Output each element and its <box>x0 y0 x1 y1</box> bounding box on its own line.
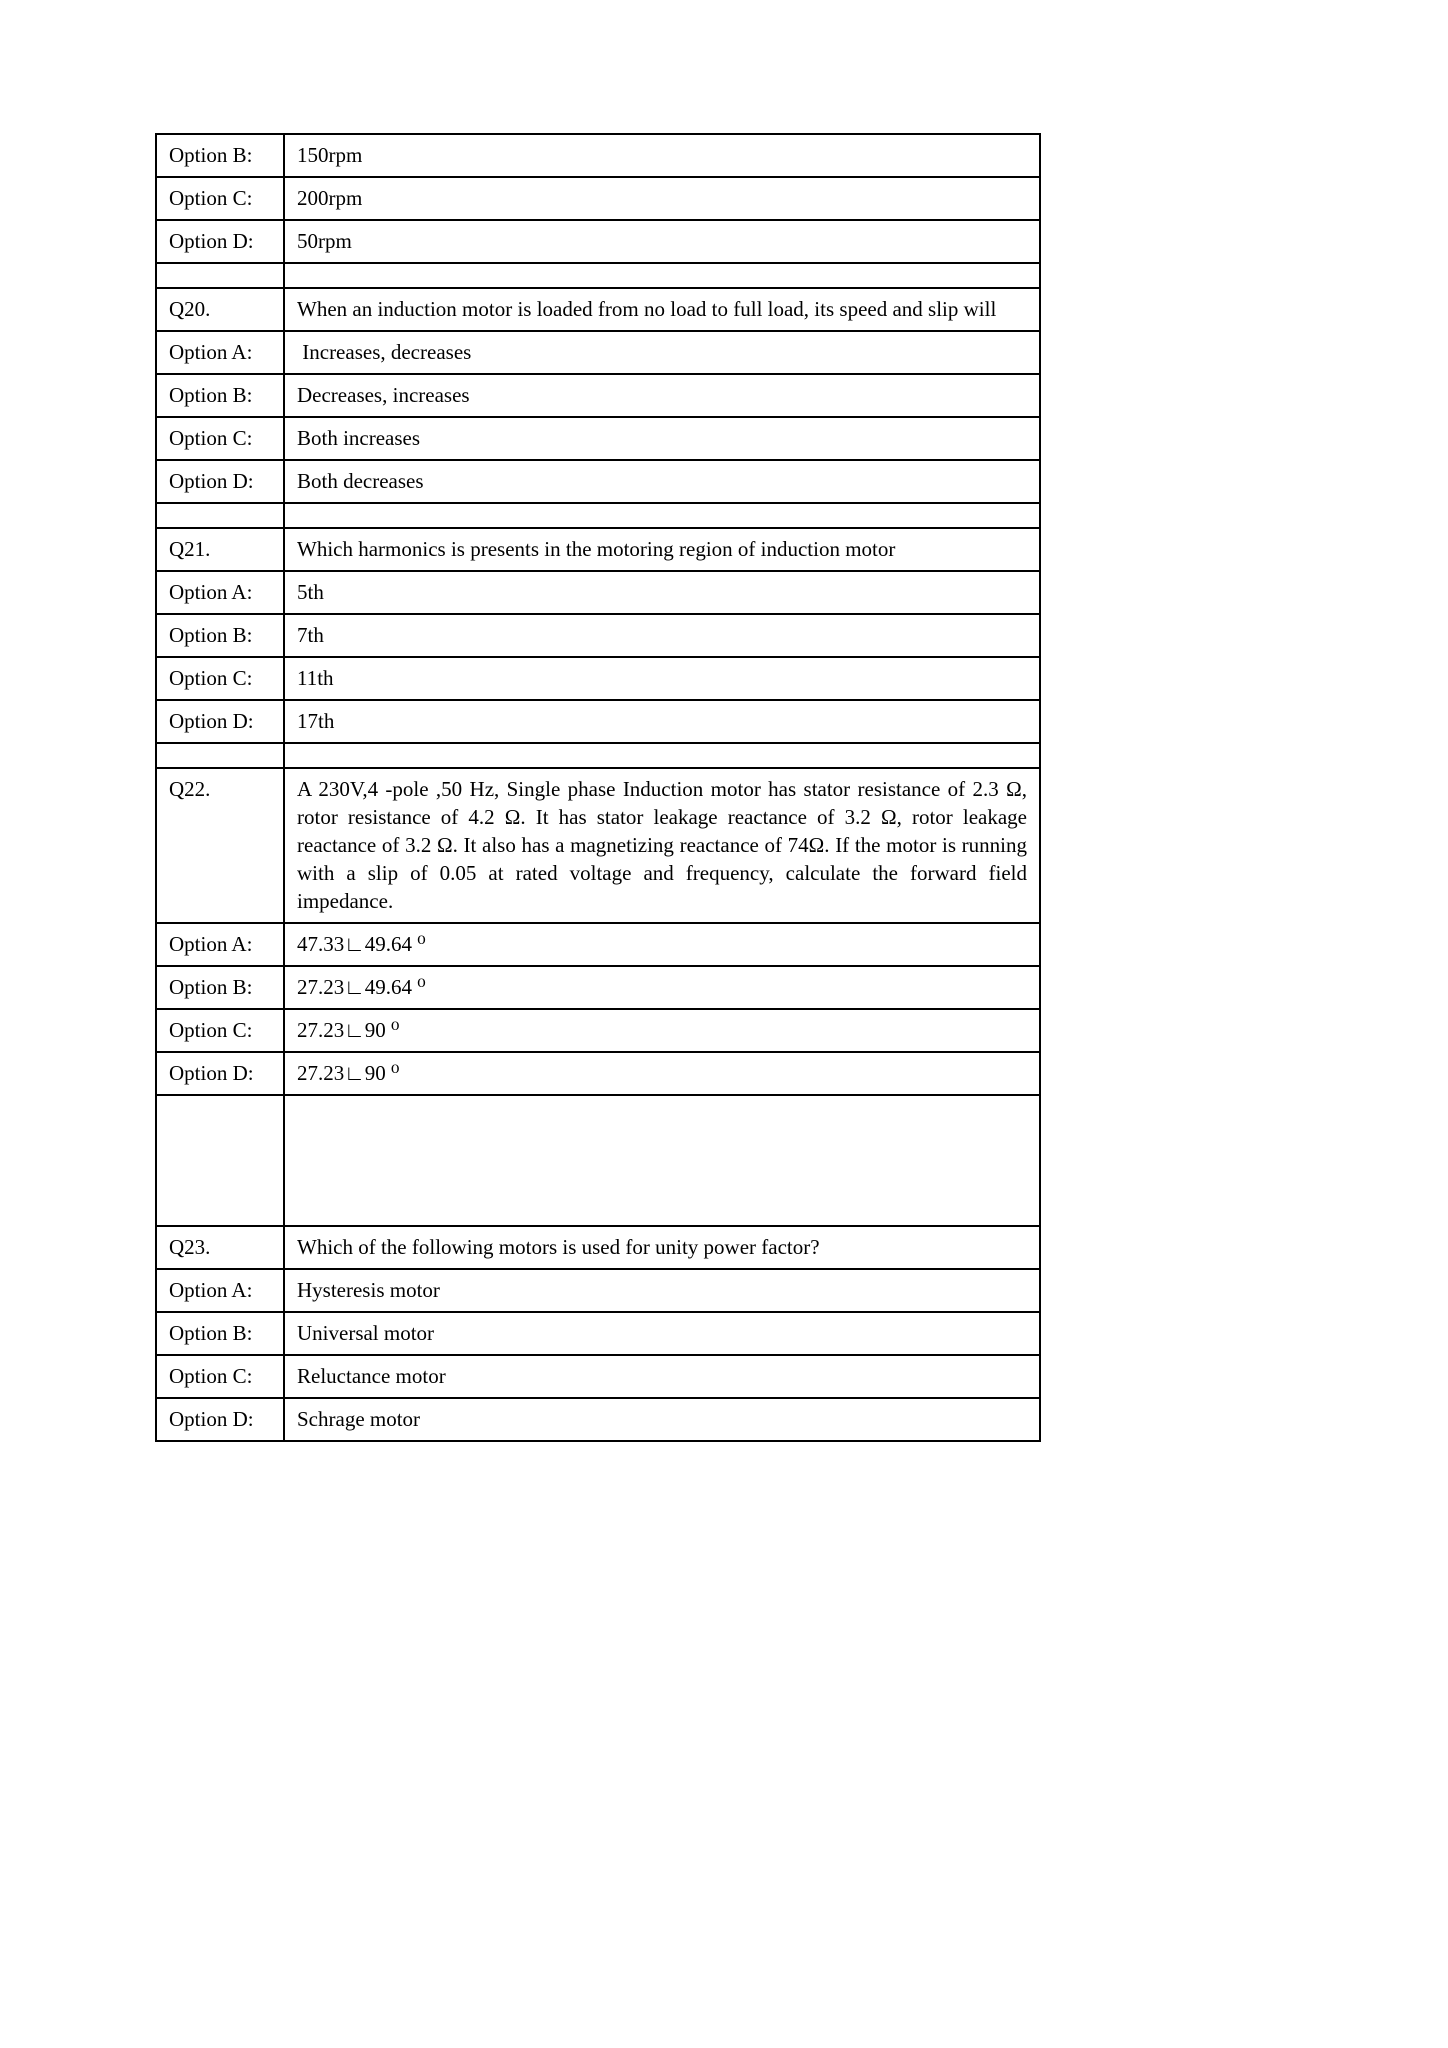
option-row <box>156 1398 1040 1441</box>
row-label: Q20. <box>156 288 284 331</box>
option-row <box>156 1269 1040 1312</box>
row-content <box>284 743 1040 768</box>
option-row <box>156 374 1040 417</box>
row-content: When an induction motor is loaded from no load to full load, its speed and slip will <box>284 288 1040 331</box>
row-label: Option B: <box>156 1312 284 1355</box>
row-label: Option A: <box>156 571 284 614</box>
question-row <box>156 768 1040 923</box>
row-label: Option D: <box>156 460 284 503</box>
option-row <box>156 331 1040 374</box>
row-content: Hysteresis motor <box>284 1269 1040 1312</box>
questions-table <box>155 133 1041 1442</box>
option-row <box>156 1009 1040 1052</box>
row-label: Option C: <box>156 1355 284 1398</box>
row-content: A 230V,4 -pole ,50 Hz, Single phase Induction motor has stator resistance of 2.3 Ω, rotor resistance of 4.2 Ω. It has stator leakage reactance of 3.2 Ω, rotor leakage reactance of 3.2 Ω. It also has a magnetizing reactance of 74Ω. If the motor is running with a slip of 0.05 at rated voltage and frequency, calculate the forward field impedance. <box>284 768 1040 923</box>
option-row <box>156 1312 1040 1355</box>
option-row <box>156 417 1040 460</box>
row-label: Option B: <box>156 374 284 417</box>
question-row <box>156 528 1040 571</box>
row-label: Option D: <box>156 220 284 263</box>
row-content: 47.33∟49.64 ⁰ <box>284 923 1040 966</box>
spacer-row <box>156 503 1040 528</box>
row-content: 27.23∟90 ⁰ <box>284 1009 1040 1052</box>
row-content: 27.23∟90 ⁰ <box>284 1052 1040 1095</box>
row-label: Q23. <box>156 1226 284 1269</box>
row-label <box>156 263 284 288</box>
option-row <box>156 657 1040 700</box>
row-content: Reluctance motor <box>284 1355 1040 1398</box>
option-row <box>156 134 1040 177</box>
row-content: Which of the following motors is used for unity power factor? <box>284 1226 1040 1269</box>
spacer-row <box>156 743 1040 768</box>
row-label: Option C: <box>156 1009 284 1052</box>
row-content: Universal motor <box>284 1312 1040 1355</box>
row-content: Which harmonics is presents in the motoring region of induction motor <box>284 528 1040 571</box>
questions-table-body <box>156 134 1040 1441</box>
spacer-row <box>156 1095 1040 1226</box>
option-row <box>156 700 1040 743</box>
row-label: Option C: <box>156 657 284 700</box>
row-content: 11th <box>284 657 1040 700</box>
option-row <box>156 571 1040 614</box>
row-label: Option A: <box>156 331 284 374</box>
row-content: Decreases, increases <box>284 374 1040 417</box>
row-content: Increases, decreases <box>284 331 1040 374</box>
row-label: Option D: <box>156 700 284 743</box>
row-label <box>156 503 284 528</box>
row-label: Option C: <box>156 177 284 220</box>
row-label: Option D: <box>156 1398 284 1441</box>
row-content: 5th <box>284 571 1040 614</box>
option-row <box>156 460 1040 503</box>
row-content: Schrage motor <box>284 1398 1040 1441</box>
row-label: Option B: <box>156 966 284 1009</box>
option-row <box>156 177 1040 220</box>
option-row <box>156 966 1040 1009</box>
row-content: 150rpm <box>284 134 1040 177</box>
option-row <box>156 923 1040 966</box>
row-content: Both decreases <box>284 460 1040 503</box>
row-label: Q21. <box>156 528 284 571</box>
row-content: 27.23∟49.64 ⁰ <box>284 966 1040 1009</box>
row-content <box>284 263 1040 288</box>
row-label: Option A: <box>156 1269 284 1312</box>
row-label: Q22. <box>156 768 284 923</box>
row-content: 17th <box>284 700 1040 743</box>
option-row <box>156 1052 1040 1095</box>
option-row <box>156 220 1040 263</box>
row-content <box>284 503 1040 528</box>
row-label: Option A: <box>156 923 284 966</box>
option-row <box>156 614 1040 657</box>
row-content: 7th <box>284 614 1040 657</box>
row-label <box>156 743 284 768</box>
row-label <box>156 1095 284 1226</box>
row-label: Option B: <box>156 614 284 657</box>
question-row <box>156 288 1040 331</box>
row-content: 200rpm <box>284 177 1040 220</box>
spacer-row <box>156 263 1040 288</box>
row-label: Option C: <box>156 417 284 460</box>
option-row <box>156 1355 1040 1398</box>
row-content: Both increases <box>284 417 1040 460</box>
question-row <box>156 1226 1040 1269</box>
row-label: Option D: <box>156 1052 284 1095</box>
row-label: Option B: <box>156 134 284 177</box>
row-content: 50rpm <box>284 220 1040 263</box>
row-content <box>284 1095 1040 1226</box>
